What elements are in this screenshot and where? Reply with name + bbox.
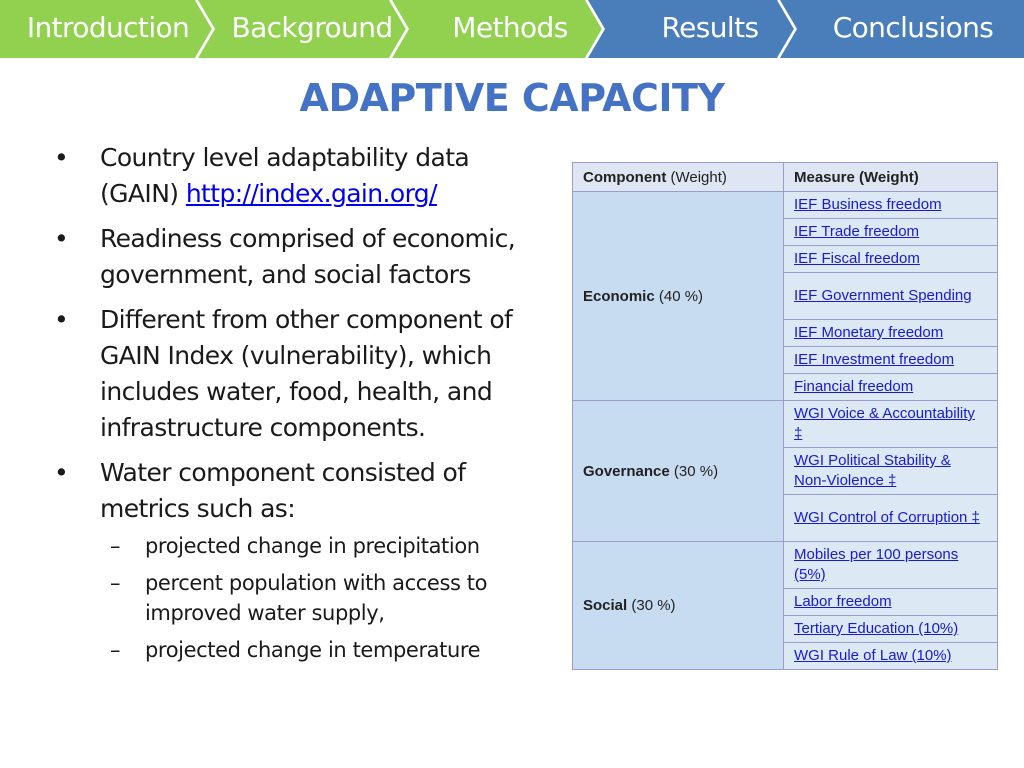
measure-link[interactable]: IEF Trade freedom (794, 223, 920, 240)
component-weight: (30 %) (631, 597, 676, 614)
slide-title: ADAPTIVE CAPACITY (299, 76, 725, 120)
measure-cell (784, 643, 998, 670)
bullet-text: Different from other component of GAIN Index (vulnerability), which includes water, food, health, and infrastructure components. (100, 305, 513, 442)
measure-link[interactable]: IEF Investment freedom (794, 351, 955, 368)
component-weight: (30 %) (673, 462, 719, 480)
measure-link[interactable]: IEF Fiscal freedom (794, 250, 920, 267)
nav-tab-methods[interactable]: Methods (452, 11, 568, 44)
measure-cell (784, 246, 998, 273)
measure-cell (784, 347, 998, 374)
sub-bullet-item (100, 568, 544, 628)
measure-link[interactable]: WGI Voice & Accountability ‡ (794, 405, 975, 442)
measure-cell (784, 495, 998, 542)
header-component (573, 163, 784, 192)
measure-link[interactable]: Mobiles per 100 persons (5%) (794, 546, 959, 583)
dash-icon: – (110, 638, 121, 662)
measure-link[interactable]: IEF Monetary freedom (794, 324, 944, 341)
bullet-item-different (54, 302, 544, 446)
bullet-text: Water component consisted of metrics such as: (100, 458, 466, 523)
measure-cell (784, 616, 998, 643)
adaptive-capacity-table (572, 162, 998, 670)
measure-link[interactable]: WGI Political Stability & Non-Violence ‡ (794, 452, 951, 489)
bullet-item-readiness (54, 221, 544, 293)
component-social (573, 542, 784, 670)
gain-index-link[interactable]: http://index.gain.org/ (185, 179, 437, 208)
measure-cell (784, 192, 998, 219)
bullet-dot-icon: • (54, 143, 69, 172)
measure-link[interactable]: WGI Rule of Law (10%) (794, 647, 952, 664)
table-row (573, 542, 998, 589)
measure-cell (784, 589, 998, 616)
measure-link[interactable]: IEF Business freedom (794, 196, 942, 213)
measure-link[interactable]: Tertiary Education (10%) (794, 620, 959, 637)
measure-cell (784, 448, 998, 495)
measure-cell (784, 273, 998, 320)
header-component-weight: (Weight) (670, 168, 727, 186)
bullet-text: Readiness comprised of economic, government, and social factors (100, 224, 516, 289)
measure-cell (784, 219, 998, 246)
dash-icon: – (110, 571, 121, 595)
dash-icon: – (110, 534, 121, 558)
nav-tab-results[interactable]: Results (661, 11, 759, 44)
measure-cell (784, 401, 998, 448)
table-row (573, 192, 998, 219)
component-economic (573, 192, 784, 401)
measure-cell (784, 374, 998, 401)
component-name: Economic (583, 287, 655, 305)
header-component-label: Component (583, 168, 667, 186)
component-weight: (40 %) (658, 287, 704, 305)
sub-bullet-text: projected change in precipitation (145, 534, 480, 558)
bullet-item-water (54, 455, 544, 665)
section-navigation (0, 0, 1024, 58)
measure-link[interactable]: WGI Control of Corruption ‡ (794, 509, 980, 526)
nav-tab-background[interactable]: Background (231, 11, 393, 44)
nav-tab-introduction[interactable]: Introduction (26, 11, 190, 44)
header-measure-label: Measure (Weight) (794, 168, 919, 186)
component-name: Social (583, 597, 628, 614)
bullet-dot-icon: • (54, 305, 69, 334)
sub-bullet-item (100, 635, 544, 665)
measure-link[interactable]: IEF Government Spending (794, 287, 972, 304)
sub-bullet-text: projected change in temperature (145, 638, 481, 662)
sub-bullet-item (100, 531, 544, 561)
table-row (573, 401, 998, 448)
measure-link[interactable]: Financial freedom (794, 378, 914, 395)
bullet-item-gain-data (54, 140, 544, 212)
bullet-dot-icon: • (54, 458, 69, 487)
header-measure (784, 163, 998, 192)
sub-bullet-list (100, 531, 544, 665)
component-governance (573, 401, 784, 542)
measure-cell (784, 542, 998, 589)
nav-tab-conclusions[interactable]: Conclusions (832, 11, 994, 44)
table-header-row (573, 163, 998, 192)
component-name: Governance (583, 462, 670, 480)
sub-bullet-text: percent population with access to improved water supply, (145, 571, 488, 625)
bullet-text: Country level adaptability data (GAIN) (100, 143, 470, 208)
measure-link[interactable]: Labor freedom (794, 593, 892, 610)
bullet-dot-icon: • (54, 224, 69, 253)
measure-cell (784, 320, 998, 347)
bullet-list (54, 140, 544, 674)
